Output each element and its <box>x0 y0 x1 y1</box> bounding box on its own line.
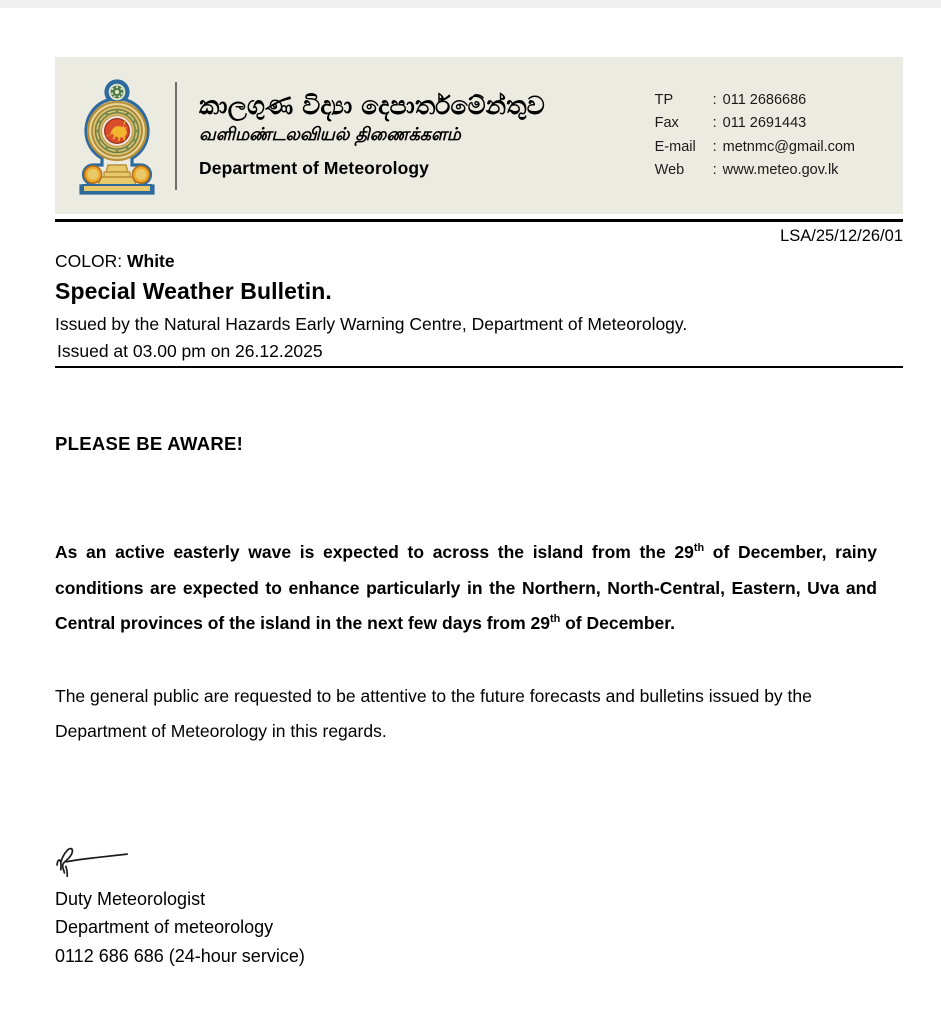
signatory-phone: 0112 686 686 (24-hour service) <box>55 945 305 966</box>
department-name-tamil: வளிமண்டலவியல் திணைக்களம் <box>199 125 461 146</box>
contact-colon-web: : <box>712 161 717 178</box>
header-rule-top <box>55 219 903 222</box>
contact-colon-email: : <box>712 138 717 155</box>
department-name-english: Department of Meteorology <box>199 157 430 178</box>
signature-block <box>55 885 305 970</box>
issued-by-line: Issued by the Natural Hazards Early Warning Centre, Department of Meteorology. <box>55 314 688 334</box>
contact-colon-tp: : <box>712 91 717 108</box>
contact-value-tp: 011 2686686 <box>722 91 807 108</box>
handwritten-signature <box>52 840 144 889</box>
contact-label-email: E-mail <box>654 138 696 155</box>
color-value: White <box>126 251 175 271</box>
sri-lanka-national-emblem-icon <box>71 73 163 198</box>
issued-at-line: Issued at 03.00 pm on 26.12.2025 <box>57 341 323 361</box>
alert-heading: PLEASE BE AWARE! <box>55 433 244 454</box>
contact-row-fax <box>655 112 855 135</box>
warning-paragraph-part1: As an active easterly wave is expected to across the island from the 29 <box>55 542 694 562</box>
contact-value-web[interactable]: www.meteo.gov.lk <box>722 161 839 178</box>
emblem-container <box>61 73 173 198</box>
warning-paragraph-part3: of December. <box>560 613 676 634</box>
warning-paragraph-part2: of December, rainy conditions are expected to enhance particularly in the Northern, North-Central, Eastern, Uva and Central provinces of the island in the next few days from 29 <box>55 542 877 634</box>
signatory-role: Duty Meteorologist <box>55 889 206 909</box>
color-label: COLOR: <box>55 251 123 271</box>
warning-paragraph <box>55 535 877 642</box>
page-title: Special Weather Bulletin. <box>55 278 332 304</box>
ordinal-suffix-second: th <box>549 613 561 626</box>
department-name-sinhala: කාලගුණ විද්‍යා දෙපාර්තමේන්තුව <box>199 90 545 120</box>
contact-row-email <box>655 136 855 159</box>
contact-details <box>655 89 903 183</box>
contact-value-fax: 011 2691443 <box>722 115 807 132</box>
contact-label-tp: TP <box>654 91 674 108</box>
contact-value-email[interactable]: metnmc@gmail.com <box>722 138 855 155</box>
signatory-department: Department of meteorology <box>55 917 274 938</box>
advisory-paragraph: The general public are requested to be attentive to the future forecasts and bulletins issued by the Department of Meteorology in this regards. <box>55 686 812 741</box>
department-names <box>177 91 655 180</box>
ordinal-suffix-first: th <box>693 542 705 555</box>
contact-colon-fax: : <box>712 115 717 132</box>
contact-label-fax: Fax <box>654 115 679 132</box>
contact-row-web <box>655 159 855 182</box>
contact-row-tp <box>655 89 855 112</box>
color-code-line <box>55 251 175 273</box>
header-rule-bottom <box>55 366 903 368</box>
signature-icon <box>52 840 144 884</box>
letterhead-band <box>55 57 903 214</box>
contact-label-web: Web <box>654 161 685 178</box>
document-page <box>0 8 941 1013</box>
top-edge-strip <box>0 0 941 8</box>
reference-number: LSA/25/12/26/01 <box>780 227 903 245</box>
